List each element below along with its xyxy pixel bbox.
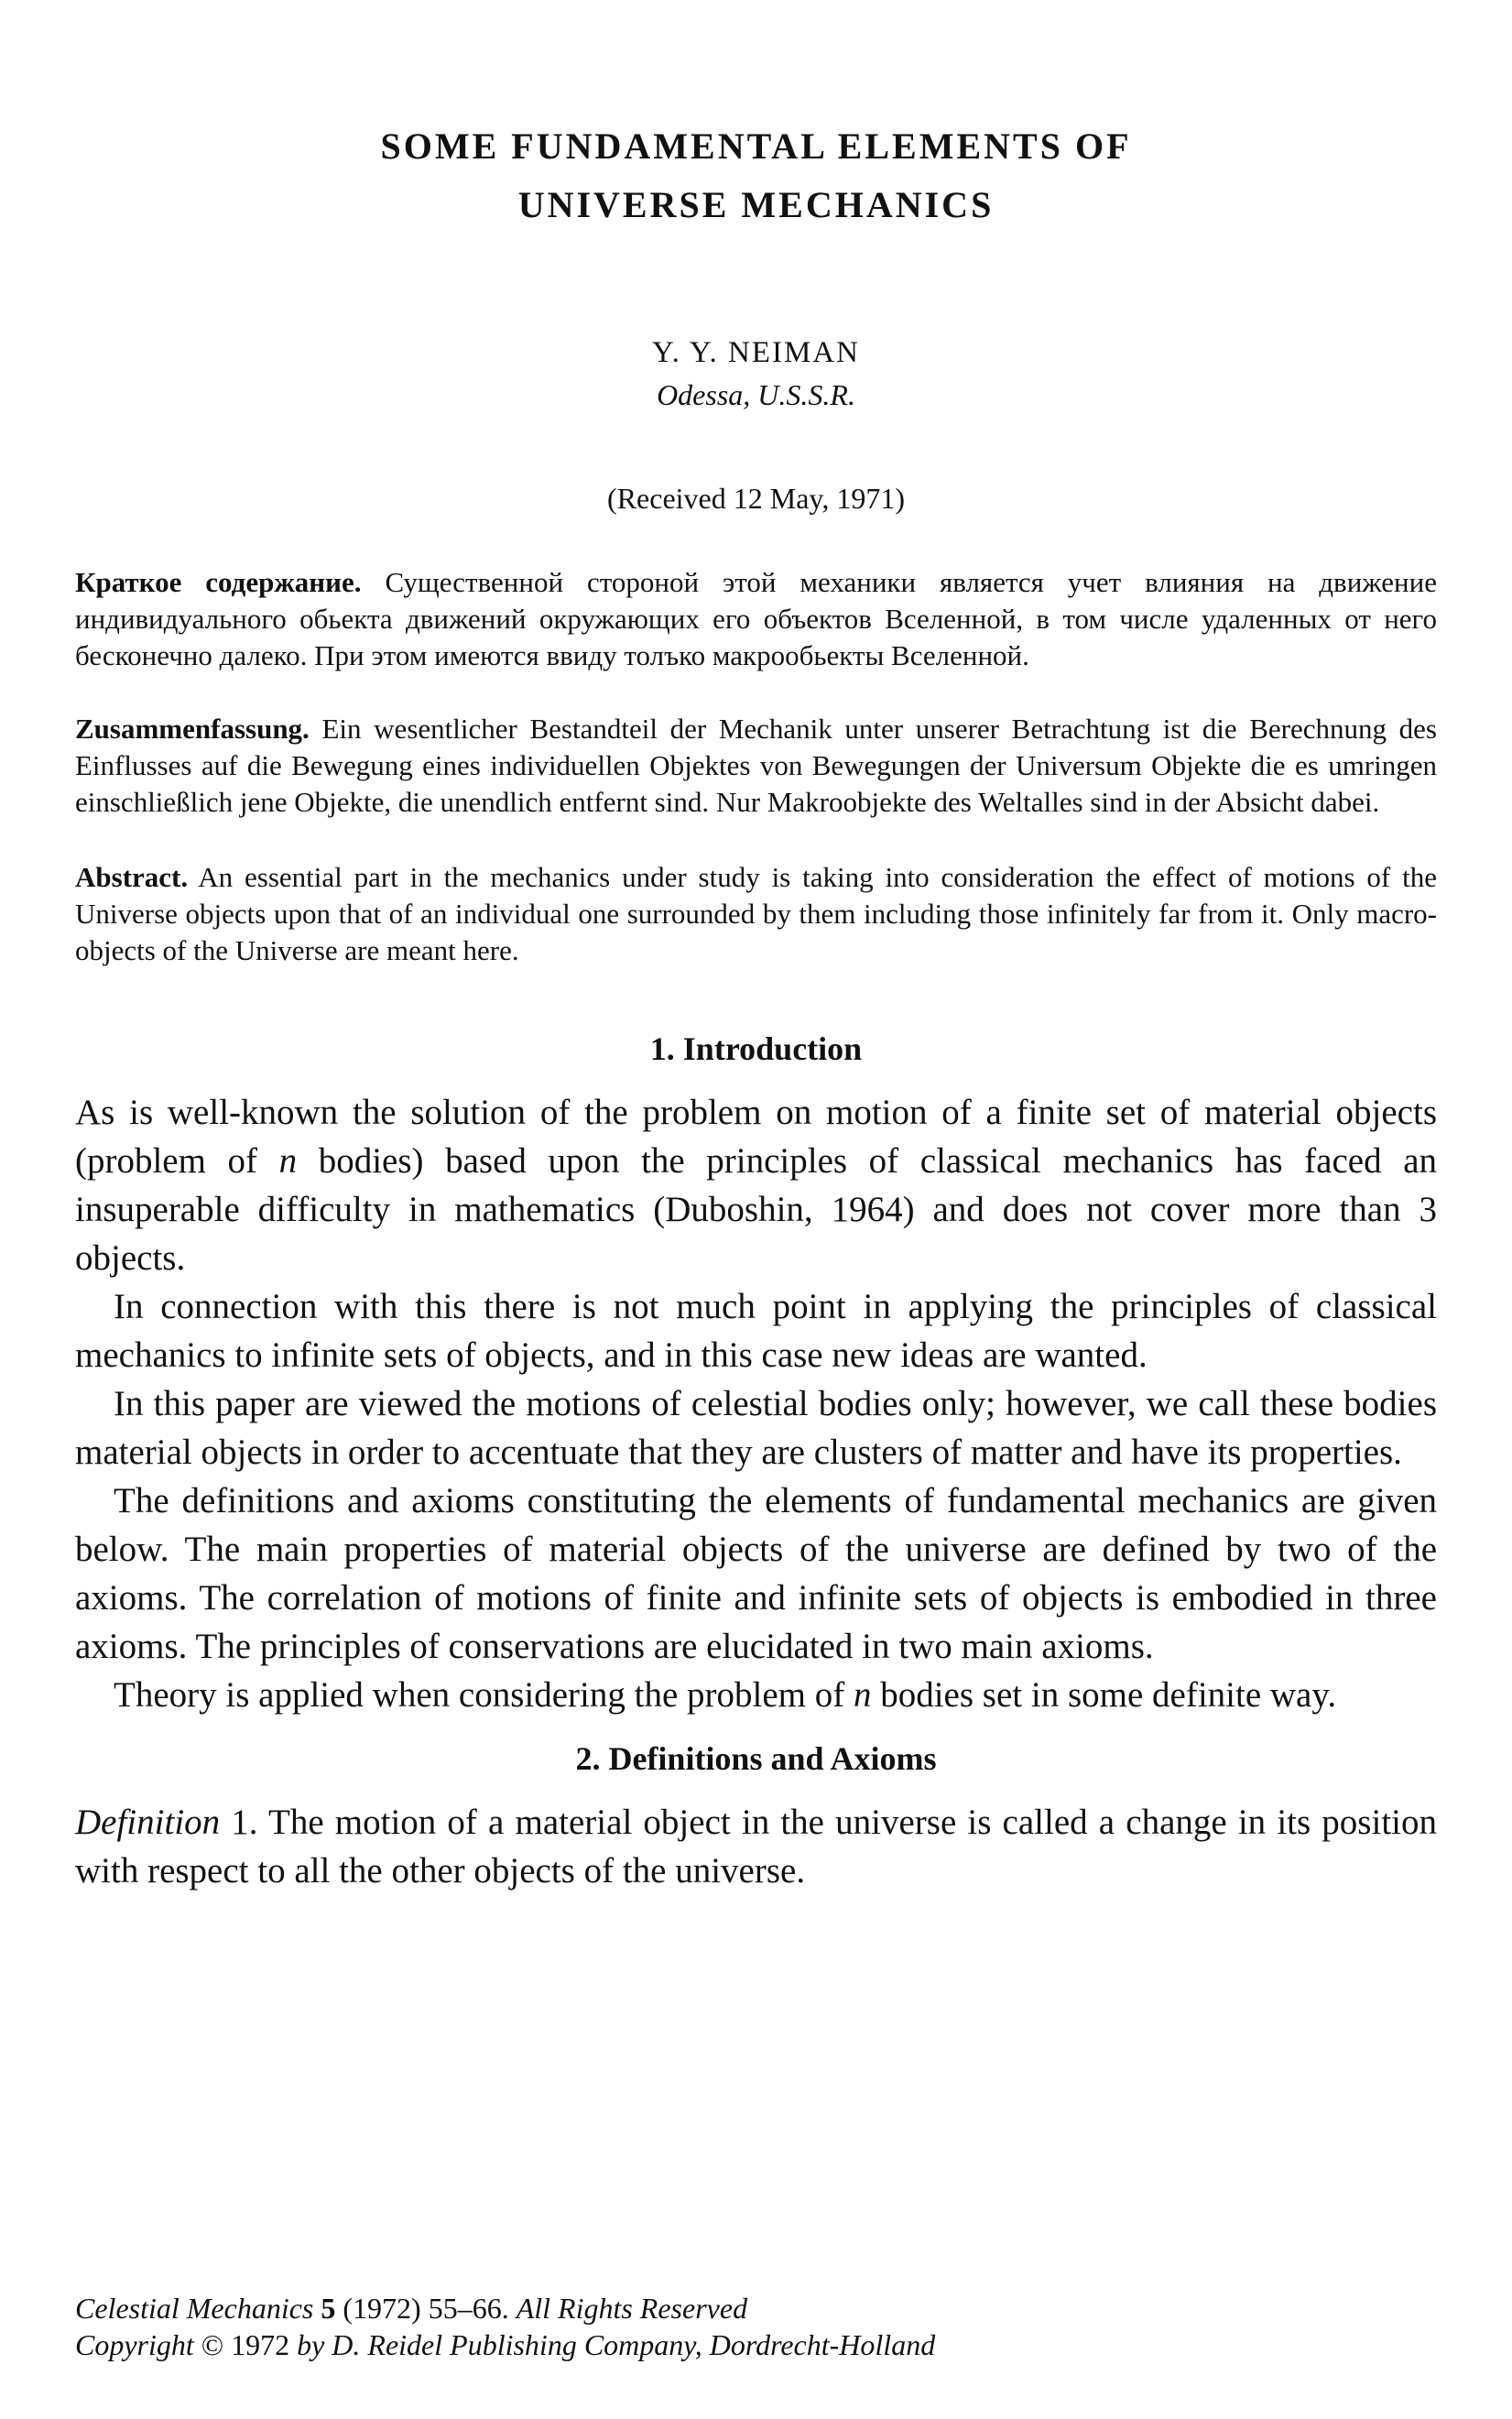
summary-russian-label: Краткое содержание. <box>75 566 362 598</box>
section-heading-definitions: 2. Definitions and Axioms <box>575 1740 937 1777</box>
footer-line-1 <box>75 2290 935 2326</box>
footer-journal: Celestial Mechanics <box>75 2292 314 2325</box>
intro-p5-n: n <box>853 1675 872 1715</box>
title-line-2: UNIVERSE MECHANICS <box>517 184 995 225</box>
intro-paragraph-5 <box>75 1671 1437 1719</box>
paper-page <box>75 0 1437 2361</box>
journal-footer <box>75 2290 935 2363</box>
abstract-text: An essential part in the mechanics under study is taking into consideration the effect of motions of the Universe objects upon that of an individual one surrounded by them including those infinitely far from it. Only macro-objects of the Universe are meant here. <box>75 861 1437 966</box>
paper-title <box>75 0 1437 234</box>
footer-details: (1972) 55–66. <box>335 2292 517 2325</box>
definition-1-label: Definition <box>75 1803 221 1842</box>
footer-copyright-year: © 1972 <box>193 2328 298 2361</box>
summary-german-text: Ein wesentlicher Bestandteil der Mechanik unter unserer Betrachtung ist die Berechnung des Einflusses auf die Bewegung eines individuellen Objektes von Bewegungen der Universum Objekte die es umringen einschließlich jene Objekte, die unendlich entfernt sind. Nur Makroobjekte des Weltalles sind in der Absicht dabei. <box>75 713 1437 818</box>
intro-p5-text-b: bodies set in some definite way. <box>871 1675 1337 1715</box>
footer-copyright-word: Copyright <box>75 2328 194 2361</box>
intro-p1-text-b: bodies) based upon the principles of classical mechanics has faced an insuperable difficulty in mathematics (Duboshin, 1964) and does not cover more than 3 objects. <box>75 1141 1437 1278</box>
author-affiliation: Odessa, U.S.S.R. <box>657 378 855 411</box>
intro-paragraph-4: The definitions and axioms constituting the elements of fundamental mechanics are given below. The main properties of material objects of the universe are defined by two of the axioms. The correlation of motions of finite and infinite sets of objects is embodied in three axioms. The principles of conservations are elucidated in two main axioms. <box>75 1481 1437 1666</box>
author-name: Y. Y. NEIMAN <box>652 336 860 369</box>
intro-p1-text-a: As is well-known the solution of the problem on motion of a finite set of material objects (problem of <box>75 1093 1437 1181</box>
definition-1 <box>75 1798 1437 1895</box>
summary-russian <box>75 564 1437 674</box>
footer-rights: All Rights Reserved <box>516 2292 748 2325</box>
footer-line-2 <box>75 2326 935 2363</box>
summary-russian-text: Существенной стороной этой механики является учет влияния на движение индивидуального обьекта движений окружающих его объектов Вселенной, в том числе удаленных от него бесконечно далеко. При этом имеются ввиду толъко макрообьекты Вселенной. <box>75 566 1437 671</box>
abstract-label: Abstract. <box>75 861 189 893</box>
summary-german-label: Zusammenfassung. <box>75 713 310 745</box>
footer-publisher: by D. Reidel Publishing Company, Dordrecht-Holland <box>297 2328 936 2361</box>
intro-p1-n: n <box>278 1141 298 1181</box>
body-text <box>75 1088 1437 1895</box>
intro-paragraph-1 <box>75 1088 1437 1282</box>
received-date: (Received 12 May, 1971) <box>607 482 905 515</box>
section-heading-introduction: 1. Introduction <box>649 1030 863 1067</box>
summary-german <box>75 711 1437 821</box>
intro-paragraph-2: In connection with this there is not much point in applying the principles of classical mechanics to infinite sets of objects, and in this case new ideas are wanted. <box>75 1287 1437 1375</box>
footer-volume: 5 <box>321 2292 336 2325</box>
definition-1-text: 1. The motion of a material object in the universe is called a change in its position with respect to all the other objects of the universe. <box>75 1803 1437 1891</box>
intro-p5-text-a: Theory is applied when considering the problem of <box>114 1675 854 1715</box>
abstract <box>75 859 1437 969</box>
intro-paragraph-3: In this paper are viewed the motions of celestial bodies only; however, we call these bodies material objects in order to accentuate that they are clusters of matter and have its properties. <box>75 1384 1437 1472</box>
title-line-1: SOME FUNDAMENTAL ELEMENTS OF <box>380 125 1132 167</box>
